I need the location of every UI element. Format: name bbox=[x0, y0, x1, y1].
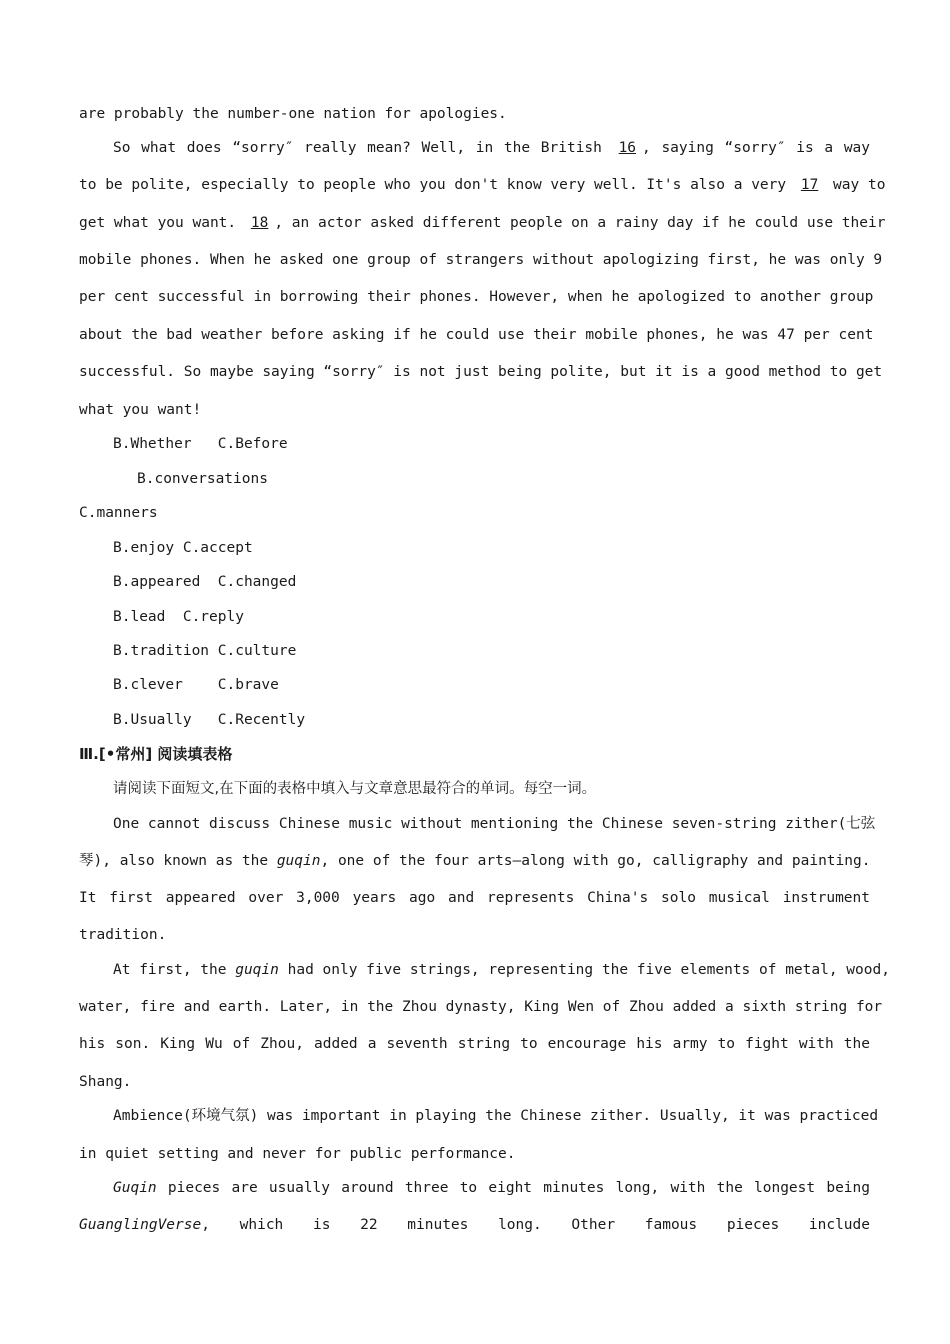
passage-line bbox=[113, 960, 890, 980]
text-span: had only five strings, representing the five elements of metal, wood, bbox=[278, 962, 890, 978]
text-span: get what you want. bbox=[79, 215, 245, 231]
passage-line: It first appeared over 3,000 years ago and represents China's solo musical instrument bbox=[79, 890, 870, 906]
option-line: B.Whether C.Before bbox=[113, 436, 288, 452]
passage-line: water, fire and earth. Later, in the Zhou dynasty, King Wen of Zhou added a sixth string for bbox=[79, 999, 883, 1015]
section-heading: Ⅲ.[•常州] 阅读填表格 bbox=[79, 745, 233, 763]
passage-line: what you want! bbox=[79, 402, 202, 418]
italic-term: GuanglingVerse bbox=[79, 1217, 202, 1233]
passage-line: mobile phones. When he asked one group of strangers without apologizing first, he was only 9 bbox=[79, 252, 883, 268]
passage-line: his son. King Wu of Zhou, added a seventh string to encourage his army to fight with the bbox=[79, 1036, 870, 1052]
option-line: B.clever C.brave bbox=[113, 677, 279, 693]
text-span: At first, the bbox=[113, 962, 236, 978]
section-instruction: 请阅读下面短文,在下面的表格中填入与文章意思最符合的单词。每空一词。 bbox=[113, 781, 597, 797]
italic-term: guqin bbox=[235, 962, 279, 978]
option-line: B.lead C.reply bbox=[113, 609, 244, 625]
passage-line: Ambience(环境气氛) was important in playing the Chinese zither. Usually, it was practiced bbox=[113, 1108, 879, 1124]
blank-17: 17 bbox=[800, 177, 819, 193]
passage-line bbox=[113, 138, 870, 158]
option-line: B.tradition C.culture bbox=[113, 643, 297, 659]
text-span: , one of the four arts—along with go, calligraphy and painting. bbox=[320, 853, 871, 869]
option-line: C.manners bbox=[79, 505, 158, 521]
passage-line bbox=[113, 1178, 870, 1198]
passage-line bbox=[79, 1215, 870, 1235]
passage-line: are probably the number-one nation for apologies. bbox=[79, 106, 507, 122]
passage-line: Shang. bbox=[79, 1074, 132, 1090]
text-span: So what does “sorry″ really mean? Well, in the British bbox=[113, 140, 613, 156]
passage-line bbox=[79, 851, 870, 871]
passage-line bbox=[79, 213, 886, 233]
italic-term: guqin bbox=[276, 853, 321, 869]
option-line: B.conversations bbox=[137, 471, 268, 487]
text-span: pieces are usually around three to eight minutes long, with the longest being bbox=[156, 1180, 870, 1196]
text-span: to be polite, especially to people who you don't know very well. It's also a very bbox=[79, 177, 795, 193]
passage-line: successful. So maybe saying “sorry″ is not just being polite, but it is a good method to get bbox=[79, 364, 883, 380]
text-span: 琴), also known as the bbox=[79, 853, 277, 869]
text-span: , which is 22 minutes long. Other famous pieces include bbox=[201, 1217, 870, 1233]
passage-line: per cent successful in borrowing their phones. However, when he apologized to another group bbox=[79, 289, 874, 305]
text-span: , an actor asked different people on a rainy day if he could use their bbox=[274, 215, 886, 231]
passage-line bbox=[79, 175, 886, 195]
passage-line: tradition. bbox=[79, 927, 167, 943]
passage-line: in quiet setting and never for public performance. bbox=[79, 1146, 516, 1162]
italic-term: Guqin bbox=[113, 1180, 157, 1196]
option-line: B.enjoy C.accept bbox=[113, 540, 253, 556]
text-span: way to bbox=[824, 177, 886, 193]
option-line: B.appeared C.changed bbox=[113, 574, 297, 590]
option-line: B.Usually C.Recently bbox=[113, 712, 306, 728]
passage-line: about the bad weather before asking if he could use their mobile phones, he was 47 per cent bbox=[79, 327, 874, 343]
blank-18: 18 bbox=[250, 215, 269, 231]
passage-line: One cannot discuss Chinese music without mentioning the Chinese seven-string zither(七弦 bbox=[113, 816, 876, 832]
text-span: , saying “sorry″ is a way bbox=[642, 140, 871, 156]
blank-16: 16 bbox=[618, 140, 637, 156]
